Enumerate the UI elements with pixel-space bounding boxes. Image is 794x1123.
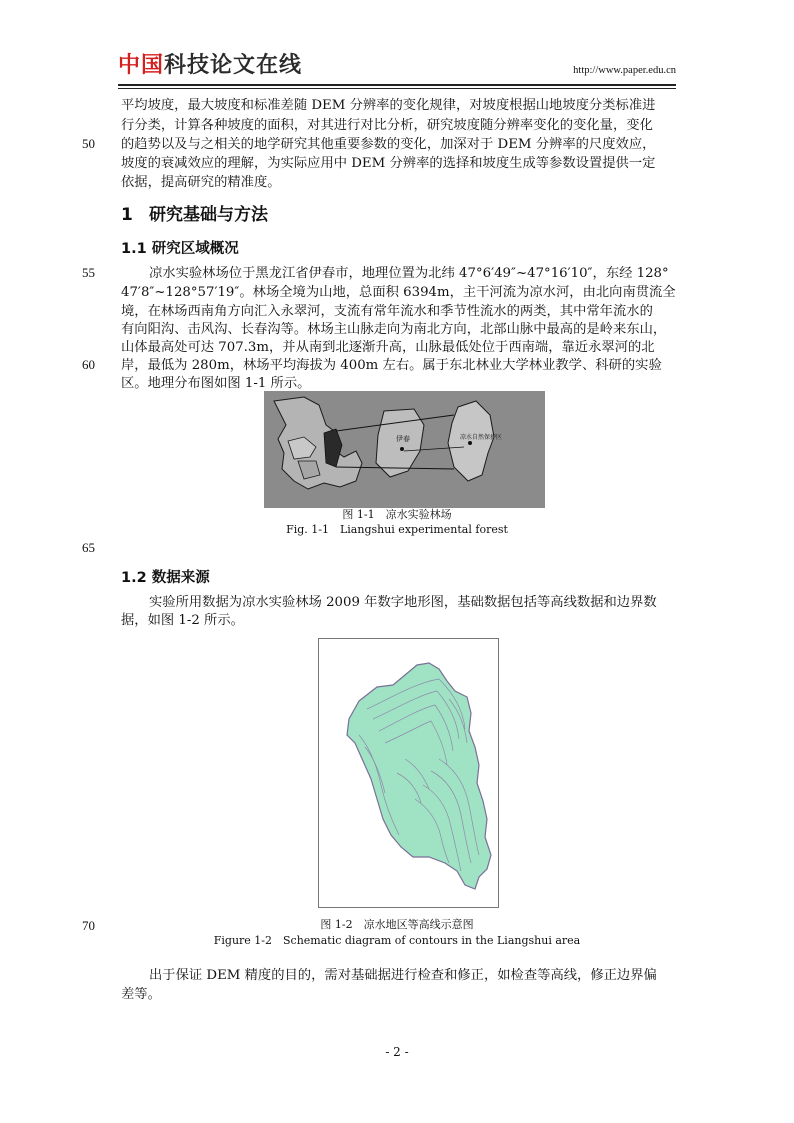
map-label-reserve: 凉水自然保护区 xyxy=(460,434,503,441)
line-number: 60 xyxy=(82,357,95,372)
map-label-yichun: 伊春 xyxy=(396,435,410,443)
body-line: 区。地理分布图如图 1-1 所示。 xyxy=(121,376,311,391)
header-rule xyxy=(118,84,676,86)
body-line: 实验所用数据为凉水实验林场 2009 年数字地形图，基础数据包括等高线数据和边界数 xyxy=(149,595,657,610)
body-line: 据，如图 1-2 所示。 xyxy=(121,613,244,628)
logo-part-red: 中国 xyxy=(118,53,165,78)
figure-caption-cn: 图 1-1 凉水实验林场 xyxy=(342,508,452,521)
journal-logo xyxy=(118,54,302,78)
line-number: 50 xyxy=(82,136,95,151)
figure-caption-en: Figure 1-2 Schematic diagram of contours in the Liangshui area xyxy=(213,934,581,947)
body-line: 出于保证 DEM 精度的目的，需对基础据进行检查和修正，如检查等高线，修正边界偏 xyxy=(149,968,657,983)
intro-line: 的趋势以及与之相关的地学研究其他重要参数的变化，加深对于 DEM 分辨率的尺度效应， xyxy=(121,137,656,152)
page-number: - 2 - xyxy=(385,1045,409,1059)
header-url[interactable]: http://www.paper.edu.cn xyxy=(573,65,676,76)
section-title: 研究基础与方法 xyxy=(149,205,268,225)
body-line: 凉水实验林场位于黑龙江省伊春市，地理位置为北纬 47°6′49″~47°16′10″，东经 128° xyxy=(149,266,669,281)
intro-line: 行分类，计算各种坡度的面积，对其进行对比分析，研究坡度随分辨率变化的变化量，变化 xyxy=(121,118,653,133)
intro-line: 依据，提高研究的精准度。 xyxy=(121,175,281,190)
line-number: 70 xyxy=(82,918,95,933)
line-number: 55 xyxy=(82,265,95,280)
contour-map-graphic xyxy=(319,639,498,907)
logo-part-dark: 科技论文在线 xyxy=(164,53,303,78)
section-heading xyxy=(121,200,268,225)
header-rule-thin xyxy=(118,88,676,89)
body-line: 有向阳沟、击风沟、长春沟等。林场主山脉走向为南北方向，北部山脉中最高的是岭来东山， xyxy=(121,322,667,337)
section-number: 1 xyxy=(121,205,133,225)
body-line: 47′8″~128°57′19″。林场全境为山地，总面积 6394m，主干河流为凉水河，由北向南贯流全 xyxy=(121,285,676,300)
figure-caption-cn: 图 1-2 凉水地区等高线示意图 xyxy=(320,918,474,931)
figure-contour-map xyxy=(318,638,499,908)
body-line: 岸，最低为 280m，林场平均海拔为 400m 左右。属于东北林业大学林业教学、科研的实验 xyxy=(121,358,662,373)
figure-caption-en: Fig. 1-1 Liangshui experimental forest xyxy=(286,523,508,536)
body-line: 山体最高处可达 707.3m，并从南到北逐渐升高，山脉最低处位于西南端，靠近永翠河的北 xyxy=(121,340,655,355)
line-number: 65 xyxy=(82,540,95,555)
subsection-heading: 1.1 研究区域概况 xyxy=(121,241,239,257)
body-line: 境，在林场西南角方向汇入永翠河，支流有常年流水和季节性流水的两类，其中常年流水的 xyxy=(121,304,653,319)
location-map-graphic xyxy=(264,391,545,508)
body-line: 差等。 xyxy=(121,987,161,1002)
page-header xyxy=(118,52,676,82)
intro-line: 坡度的衰减效应的理解，为实际应用中 DEM 分辨率的选择和坡度生成等参数设置提供一定 xyxy=(121,156,656,171)
intro-line: 平均坡度，最大坡度和标准差随 DEM 分辨率的变化规律，对坡度根据山地坡度分类标准进 xyxy=(121,98,656,113)
subsection-heading: 1.2 数据来源 xyxy=(121,570,210,586)
figure-location-map xyxy=(264,391,545,508)
